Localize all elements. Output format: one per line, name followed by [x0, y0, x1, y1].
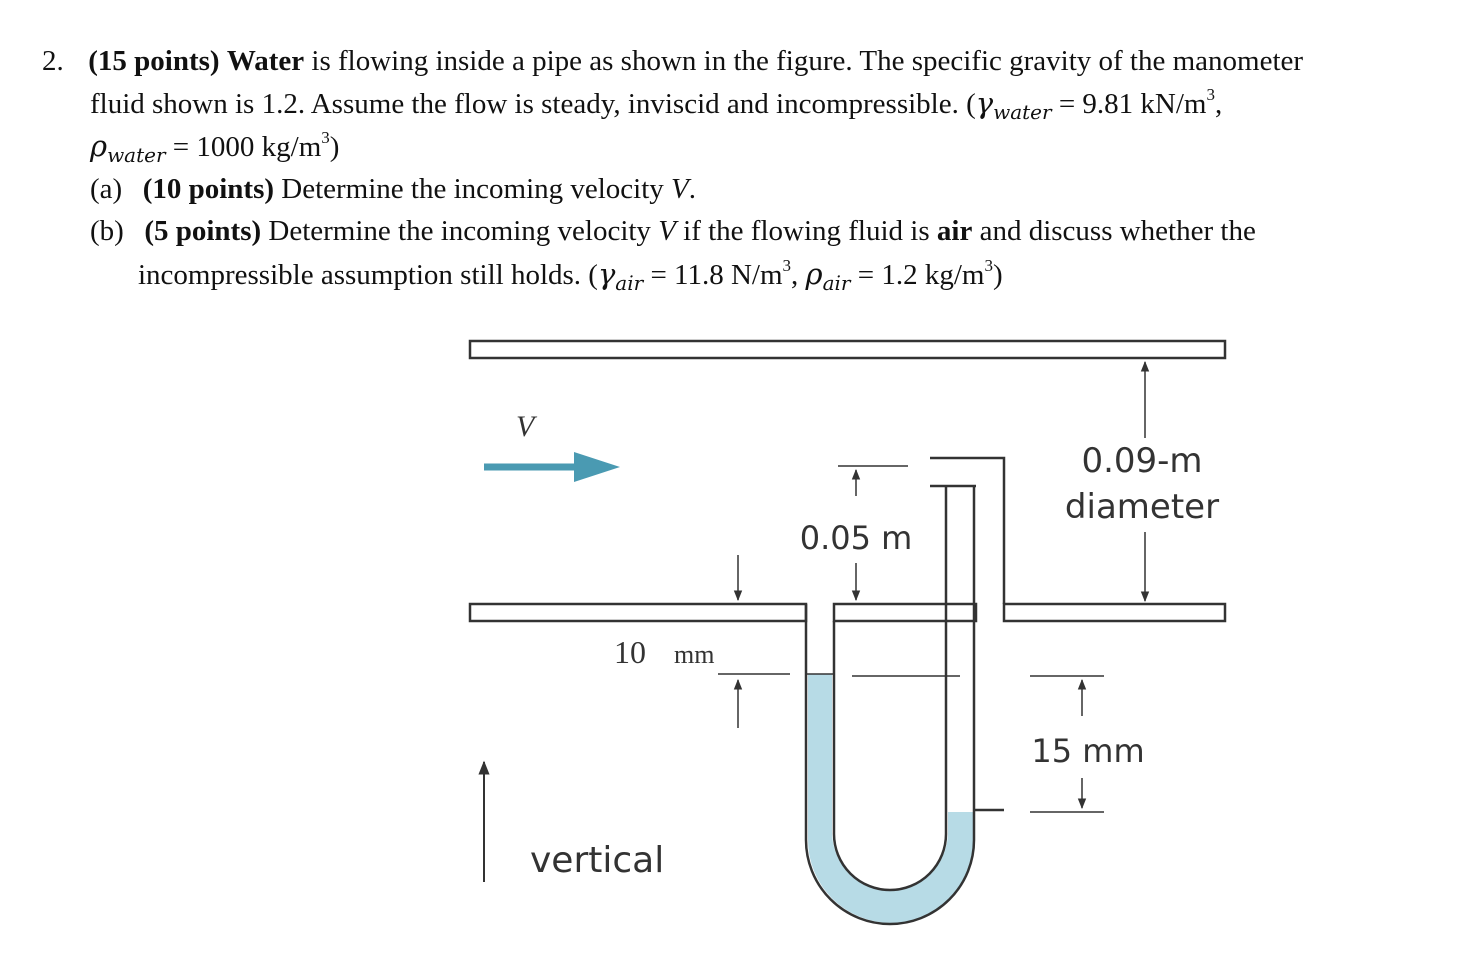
part-b-label: (b): [90, 215, 124, 247]
vertical-label: vertical: [530, 840, 665, 881]
tap-label: 0.05 m: [799, 519, 913, 557]
problem-line-2-text: fluid shown is 1.2. Assume the flow is steady, inviscid and incompressible. (: [90, 88, 976, 120]
line-2-end: ,: [1215, 88, 1223, 120]
part-a-points: (10 points): [142, 173, 275, 205]
pipe-top-wall: [470, 341, 1225, 358]
gap-label-unit: mm: [674, 640, 715, 669]
pipe-bottom-wall-middle: [834, 604, 976, 621]
problem-points: (15 points): [88, 45, 220, 77]
problem-lead: Water: [226, 45, 305, 77]
height-label: 15 mm: [1031, 732, 1145, 770]
diameter-label-line-2: diameter: [1064, 487, 1220, 527]
part-b-end: ): [992, 259, 1003, 291]
water-subscript: water: [107, 143, 166, 167]
exponent: 3: [321, 128, 330, 147]
gamma-air-value: = 11.8 N/m: [643, 259, 783, 291]
problem-number: 2.: [42, 45, 64, 77]
flow-arrow: [484, 452, 620, 482]
pipe-bottom-wall-right: [1004, 604, 1225, 621]
part-b-line-2-text: incompressible assumption still holds. (: [138, 259, 598, 291]
part-a-end: .: [688, 173, 697, 205]
line-3-end: ): [329, 131, 340, 163]
problem-line-1-text: is flowing inside a pipe as shown in the figure. The specific gravity of the manometer: [304, 45, 1304, 77]
rho-air-value: = 1.2 kg/m: [850, 259, 985, 291]
part-b-text-c: and discuss whether the: [972, 215, 1256, 247]
part-a-text: Determine the incoming velocity: [274, 173, 672, 205]
pipe-bottom-wall-left: [470, 604, 806, 621]
part-b-points: (5 points): [144, 215, 262, 247]
part-a-var: V: [671, 173, 689, 205]
exponent: 3: [1206, 85, 1215, 104]
part-b-text-a: Determine the incoming velocity: [261, 215, 659, 247]
part-a-label: (a): [90, 173, 123, 205]
air-subscript: air: [822, 271, 851, 295]
gamma-water-value: = 9.81 kN/m: [1051, 88, 1207, 120]
exponent: 3: [984, 256, 993, 275]
part-b-text-b: if the flowing fluid is: [675, 215, 937, 247]
air-subscript: air: [615, 271, 644, 295]
rho-symbol: ρ: [805, 257, 823, 291]
part-b-comma: ,: [791, 259, 806, 291]
gamma-symbol: γ: [975, 86, 994, 120]
rho-water-value: = 1000 kg/m: [165, 131, 322, 163]
rho-symbol: ρ: [90, 129, 108, 163]
pitot-tube-outer: [930, 458, 1004, 604]
water-subscript: water: [993, 100, 1052, 124]
velocity-label: V: [516, 410, 535, 443]
part-b-var: V: [658, 215, 676, 247]
gamma-symbol: γ: [597, 257, 616, 291]
part-b-bold: air: [936, 215, 973, 247]
exponent: 3: [782, 256, 792, 275]
diameter-label-line-1: 0.09-m: [1081, 441, 1203, 481]
gap-label-number: 10: [614, 634, 646, 670]
